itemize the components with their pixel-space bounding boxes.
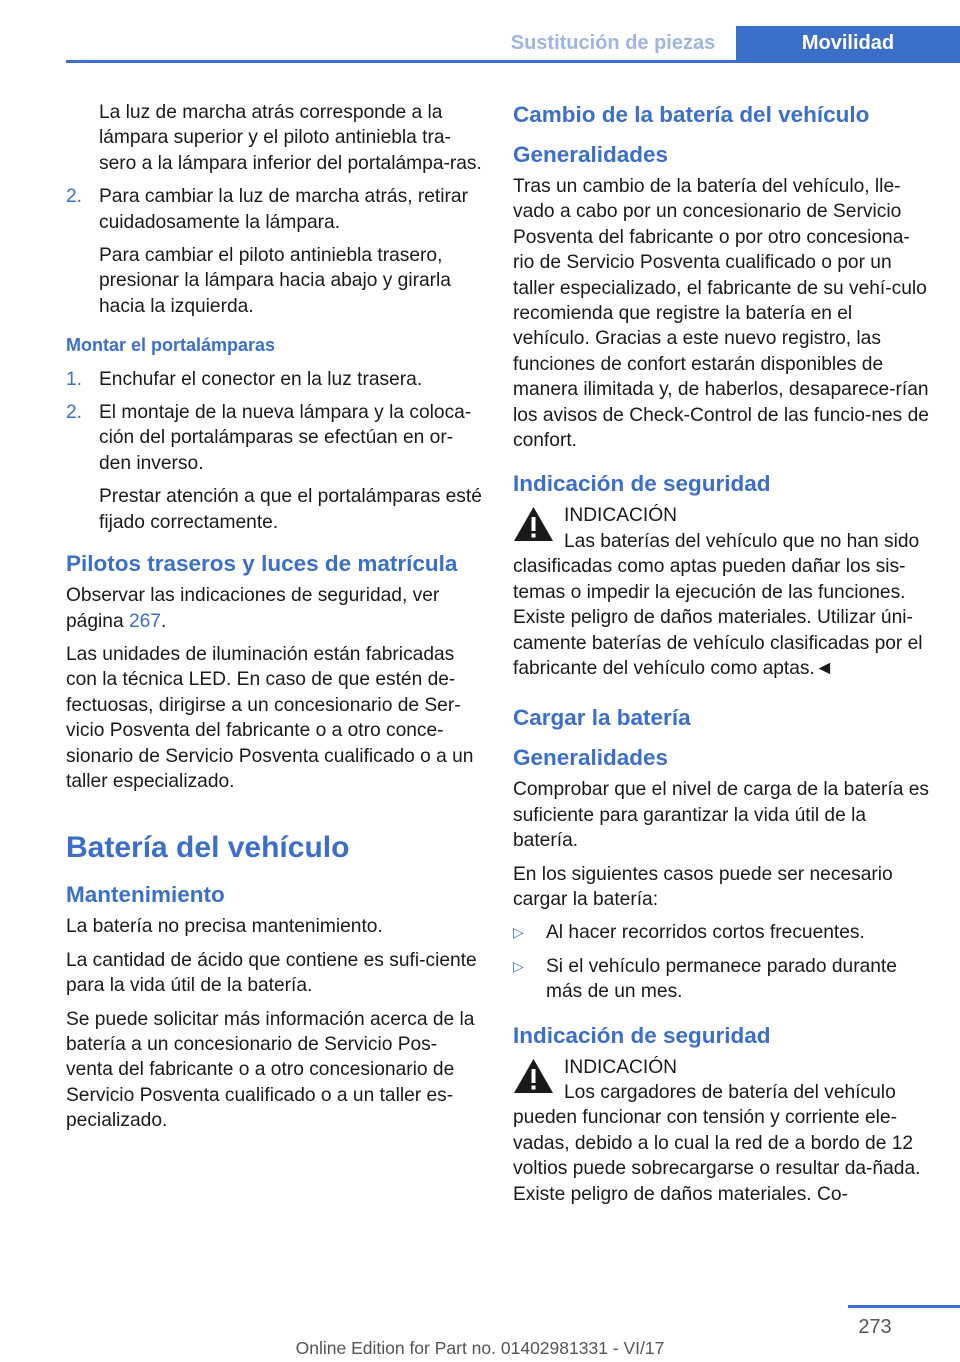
- step-text: Enchufar el conector en la luz trasera.: [99, 368, 423, 390]
- pilotos-paragraph-1: [66, 583, 482, 634]
- bateria-heading: Batería del vehículo: [66, 831, 350, 865]
- mount-steps-list: [66, 367, 482, 535]
- list-item: [66, 367, 482, 392]
- step-subparagraph: Prestar atención a que el portalámparas esté fijado correctamente.: [99, 486, 482, 533]
- list-item: [66, 400, 482, 535]
- page-number: 273: [858, 1316, 892, 1338]
- bullet-text: Al hacer recorridos cortos frecuentes.: [546, 922, 865, 944]
- cargar-paragraph-2: En los siguientes casos puede ser necesario cargar la batería:: [513, 863, 893, 910]
- list-item: [513, 920, 929, 945]
- warning-label: INDICACIÓN: [564, 1056, 677, 1078]
- right-column: [513, 100, 929, 1215]
- continued-paragraph: La luz de marcha atrás corresponde a la lámpara superior y el piloto antiniebla tra‐sero a la lámpara inferior del portalámpa‐ras.: [99, 102, 482, 174]
- pilotos-text: Observar las indicaciones de seguridad, ver página: [66, 585, 440, 632]
- footer-rule: [848, 1305, 960, 1308]
- header-chapter-tab[interactable]: Movilidad: [736, 26, 960, 60]
- pilotos-period: .: [160, 610, 167, 632]
- mount-heading: Montar el portalámparas: [66, 335, 276, 356]
- seguridad-heading: Indicación de seguridad: [513, 1022, 771, 1048]
- seguridad-heading: Indicación de seguridad: [513, 471, 771, 497]
- step-text: Para cambiar la luz de marcha atrás, retirar cuidadosamente la lámpara.: [99, 186, 468, 233]
- header-rule: [66, 60, 960, 63]
- warning-note: [513, 1055, 929, 1207]
- generalidades-paragraph: Tras un cambio de la batería del vehículo, lle‐vado a cabo por un concesionario de Servicio Posventa del fabricante o por otro concesiona‐rio de Servicio Posventa cualificado o por un taller especializado, el fabricante de su vehí‐culo recomienda que registre la batería en el vehículo. Gracias a este nuevo registro, las funciones de confort estarán disponibles de manera ilimitada y, de haberlos, desaparece‐rían los avisos de Check-Control de las funcio‐nes de confort.: [513, 176, 929, 452]
- header-section-tab[interactable]: Sustitución de piezas: [510, 32, 716, 54]
- list-item: [513, 954, 929, 1005]
- warning-label: INDICACIÓN: [564, 505, 677, 527]
- step-number: 2.: [66, 402, 83, 424]
- warning-note: [513, 503, 929, 681]
- cargar-bullet-list: [513, 920, 929, 1004]
- cargar-paragraph-1: Comprobar que el nivel de carga de la batería es suficiente para garantizar la vida útil de la batería.: [513, 779, 929, 852]
- generalidades-heading: Generalidades: [513, 745, 669, 771]
- step-number: 2.: [66, 186, 83, 208]
- generalidades-heading: Generalidades: [513, 142, 669, 167]
- warning-text: Los cargadores de batería del vehículo pueden funcionar con tensión y corriente ele‐vadas, debido a lo cual la red de a bordo de 12 voltios puede sobrecargarse o resultar da‐ñada. Existe peligro de daños materiales. Co‐: [513, 1081, 921, 1205]
- bullet-text: Si el vehículo permanece parado durante más de un mes.: [546, 955, 897, 1003]
- triangle-bullet-icon: ▷: [513, 924, 524, 941]
- triangle-bullet-icon: ▷: [513, 957, 524, 974]
- step-number: 1.: [66, 368, 83, 390]
- cambio-heading: Cambio de la batería del vehículo: [513, 102, 870, 127]
- list-item: [66, 184, 482, 319]
- mantenimiento-paragraph-3: Se puede solicitar más información acerca de la batería a un concesionario de Servicio Pos‐venta del fabricante o a otro concesionario de Servicio Posventa cualificado o a un taller es‐pecializado.: [66, 1008, 475, 1132]
- pilotos-paragraph-2: Las unidades de iluminación están fabricadas con la técnica LED. En caso de que estén de‐fectuosas, dirigirse a un concesionario de Ser‐vicio Posventa del fabricante o a otro conce‐sionario de Servicio Posventa cualificado o a un taller especializado.: [66, 643, 474, 792]
- mantenimiento-heading: Mantenimiento: [66, 882, 225, 908]
- left-column: [66, 100, 482, 1142]
- edition-footer: Online Edition for Part no. 01402981331 - VI/17: [295, 1338, 665, 1358]
- warning-text: Las baterías del vehículo que no han sido clasificadas como aptas pueden dañar los sis‐temas o impedir la ejecución de las funciones. Existe peligro de daños materiales. Utilizar úni‐camente baterías de vehículo clasificadas por el fabricante del vehículo como aptas.◄: [513, 530, 923, 679]
- step-text: El montaje de la nueva lámpara y la coloca‐ción del portalámparas se efectúan en or‐den inverso.: [99, 402, 472, 474]
- replace-steps-list: [66, 184, 482, 319]
- pilotos-heading: Pilotos traseros y luces de matrícula: [66, 551, 458, 577]
- cargar-heading: Cargar la batería: [513, 705, 691, 731]
- mantenimiento-paragraph-2: La cantidad de ácido que contiene es sufi‐ciente para la vida útil de la batería.: [66, 949, 477, 997]
- step-subparagraph: Para cambiar el piloto antiniebla trasero, presionar la lámpara hacia abajo y girarla hacia la izquierda.: [99, 245, 451, 317]
- mantenimiento-paragraph-1: La batería no precisa mantenimiento.: [66, 916, 383, 938]
- page-link[interactable]: 267: [128, 610, 161, 632]
- warning-icon: [513, 1058, 554, 1094]
- warning-icon: [513, 506, 554, 542]
